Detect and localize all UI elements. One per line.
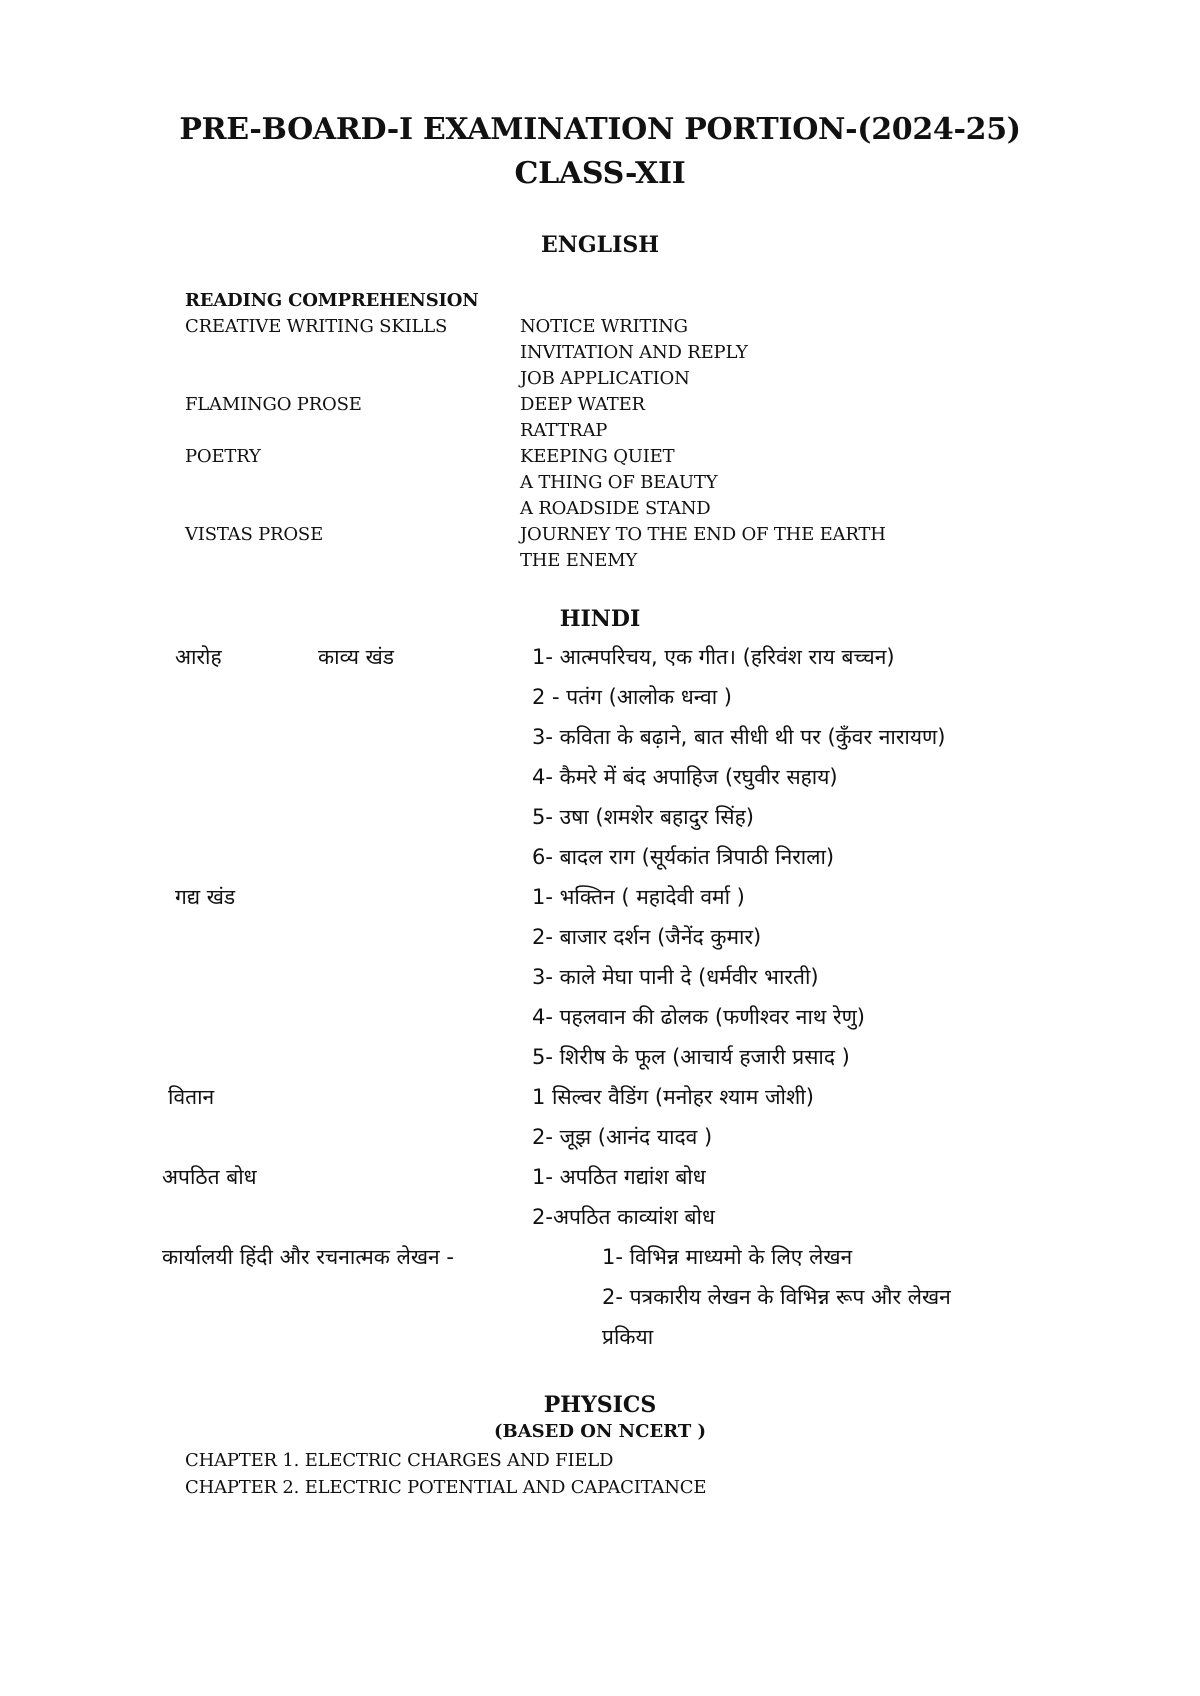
english-item: KEEPING QUIET <box>520 446 675 467</box>
hindi-item: 3- काले मेघा पानी दे (धर्मवीर भारती) <box>532 965 819 989</box>
english-item: JOURNEY TO THE END OF THE EARTH <box>520 524 886 545</box>
english-item: NOTICE WRITING <box>520 316 688 337</box>
hindi-aroh-label: आरोह <box>175 645 222 669</box>
hindi-vitan-label: वितान <box>168 1085 215 1109</box>
english-item: A THING OF BEAUTY <box>520 472 718 493</box>
physics-subheading: (BASED ON NCERT ) <box>493 1421 706 1442</box>
english-item: RATTRAP <box>520 420 608 441</box>
hindi-item: 6- बादल राग (सूर्यकांत त्रिपाठी निराला) <box>532 845 835 869</box>
hindi-item: 1 सिल्वर वैडिंग (मनोहर श्याम जोशी) <box>532 1085 814 1109</box>
physics-heading: PHYSICS <box>543 1392 657 1418</box>
hindi-item: 5- उषा (शमशेर बहादुर सिंह) <box>532 805 754 829</box>
hindi-item: 3- कविता के बढ़ाने, बात सीधी थी पर (कुँवर नारायण) <box>532 725 946 749</box>
english-section-label: FLAMINGO PROSE <box>185 394 362 415</box>
hindi-item: 1- विभिन्न माध्यमो के लिए लेखन <box>602 1245 853 1269</box>
english-item: JOB APPLICATION <box>520 368 690 389</box>
hindi-item: 1- भक्तिन ( महादेवी वर्मा ) <box>532 885 745 909</box>
hindi-item: 2- जूझ (आनंद यादव ) <box>532 1125 713 1149</box>
english-section-label: CREATIVE WRITING SKILLS <box>185 316 448 337</box>
english-item: A ROADSIDE STAND <box>520 498 711 519</box>
hindi-item: 2- पत्रकारीय लेखन के विभिन्न रूप और लेखन <box>602 1285 951 1309</box>
hindi-gadya-khand-label: गद्य खंड <box>175 885 236 909</box>
hindi-karyalayi-label: कार्यालयी हिंदी और रचनात्मक लेखन - <box>162 1245 454 1269</box>
class-label: CLASS-XII <box>514 156 686 191</box>
hindi-item: 2- बाजार दर्शन (जैनेंद कुमार) <box>532 925 762 949</box>
physics-chapter: CHAPTER 1. ELECTRIC CHARGES AND FIELD <box>185 1450 614 1471</box>
english-heading: ENGLISH <box>540 232 660 258</box>
hindi-apathit-label: अपठित बोध <box>162 1165 257 1189</box>
reading-comprehension: READING COMPREHENSION <box>185 290 479 311</box>
hindi-item: 4- पहलवान की ढोलक (फणीश्वर नाथ रेणु) <box>532 1005 865 1029</box>
physics-chapter: CHAPTER 2. ELECTRIC POTENTIAL AND CAPACITANCE <box>185 1477 707 1498</box>
hindi-item: प्रकिया <box>602 1325 654 1349</box>
hindi-item: 2-अपठित काव्यांश बोध <box>532 1205 715 1229</box>
english-section-label: VISTAS PROSE <box>185 524 324 545</box>
hindi-heading: HINDI <box>559 606 641 632</box>
page-title: PRE-BOARD-I EXAMINATION PORTION-(2024-25) <box>179 112 1021 147</box>
hindi-item: 1- अपठित गद्यांश बोध <box>532 1165 706 1189</box>
hindi-item: 5- शिरीष के फूल (आचार्य हजारी प्रसाद ) <box>532 1045 850 1069</box>
english-section-label: POETRY <box>185 446 261 467</box>
hindi-item: 4- कैमरे में बंद अपाहिज (रघुवीर सहाय) <box>532 765 838 789</box>
hindi-item: 2 - पतंग (आलोक धन्वा ) <box>532 685 732 709</box>
english-item: THE ENEMY <box>520 550 638 571</box>
english-item: DEEP WATER <box>520 394 645 415</box>
hindi-item: 1- आत्मपरिचय, एक गीत। (हरिवंश राय बच्चन) <box>532 645 895 669</box>
hindi-kavya-khand-label: काव्य खंड <box>318 645 395 669</box>
english-item: INVITATION AND REPLY <box>520 342 748 363</box>
